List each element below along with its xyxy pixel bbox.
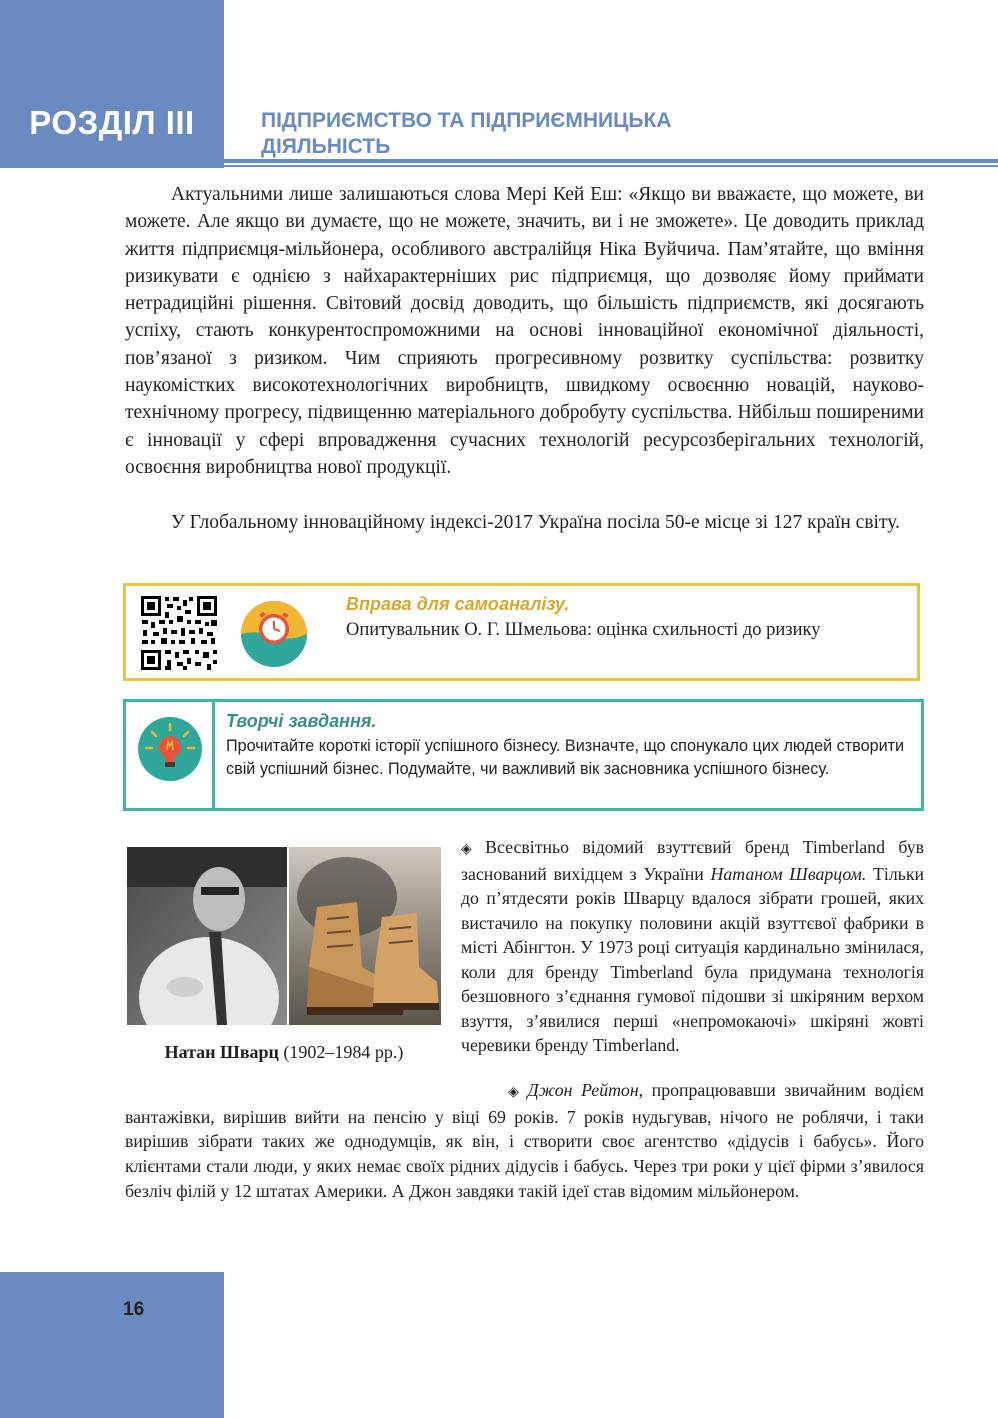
section-label: РОЗДІЛ ІІІ	[29, 104, 195, 141]
lightbulb-icon	[137, 716, 203, 782]
story-timberland	[461, 835, 924, 1058]
photo-caption-name: Натан Шварц	[164, 1042, 279, 1062]
chapter-title-line1: ПІДПРИЄМСТВО ТА ПІДПРИЄМНИЦЬКА	[261, 109, 672, 132]
story1-text-a: Всесвітньо відомий взуттєвий бренд Timberland був заснований вихідцем з України	[461, 837, 924, 884]
chapter-title	[261, 108, 781, 160]
creative-tasks-box	[123, 699, 924, 811]
clock-icon	[240, 600, 308, 668]
story1-name: Натаном Шварцом.	[710, 863, 867, 884]
footer-block	[0, 1272, 224, 1418]
creative-tasks-title: Творчі завдання.	[226, 711, 377, 731]
header-block	[0, 0, 224, 168]
self-analysis-text: Опитувальник О. Г. Шмельова: оцінка схильності до ризику	[346, 620, 821, 640]
creative-tasks-text: Прочитайте короткі історії успішного бізнесу. Визначте, що спонукало цих людей створити свій успішний бізнес. Подумайте, чи важливий вік засновника успішного бізнесу.	[226, 737, 905, 778]
story1-text-b: Тільки до п’ятдесяти років Шварцу вдалося зібрати грошей, яких вистачило на покупку половини акцій взуттєвої фабрики в місті Абінгтон. У 1973 році ситуація кардинально змінилася, коли для бренду Timberland була придумана технологія безшовного з’єднання гумової підошви зі шкіряним верхом взуття, з’явилися перші «непромокаючі» шкіряні жовті черевики бренду Timberland.	[461, 863, 924, 1055]
page-number: 16	[123, 1299, 145, 1320]
story2-text: , пропрацювавши звичайним водієм вантажівки, вирішив вийти на пенсію у віці 69 років. 7 років нудьгував, нічого не роблячи, і таки вирішив зібрати таких же однодумців, як він, і створити своє агентство «дідусів і бабусь». Його клієнтами стали люди, у яких немає своїх рідних дідусів і бабусь. Через три роки у цієї фірми з’явилося безліч філій у 12 штатах Америки. А Джон завдяки такій ідеї став відомим мільйонером.	[125, 1080, 924, 1201]
photo-image	[127, 847, 441, 1025]
chapter-title-line2: ДІЯЛЬНІСТЬ	[261, 135, 391, 158]
photo-caption	[127, 1042, 441, 1063]
self-analysis-box	[123, 583, 920, 681]
photo-nathan-schwartz-boots	[127, 847, 441, 1025]
photo-caption-years: (1902–1984 рр.)	[278, 1042, 404, 1062]
bullet-diamond-icon: ◈	[461, 841, 472, 857]
body-paragraph-1: Актуальними лише залишаються слова Мері Кей Еш: «Якщо ви вважаєте, що можете, ви можете. Але якщо ви думаєте, що не можете, значить, ви і не зможете». Це доводить приклад життя підприємця-мільйонера, особливого австралійця Ніка Вуйчича. Пам’ятайте, що вміння ризикувати є однією з найхарактерніших рис підприємця, що дозволяє йому приймати нетрадиційні рішення. Світовий досвід доводить, що більшість підприємств, які досягають успіху, стають конкурентоспроможними на основі інноваційної економічної діяльності, пов’язаної з ризиком. Чим сприяють прогресивному розвитку суспільства: розвитку наукомістких високотехнологічних виробництв, швидкому освоєнню новацій, науково-технічному прогресу, підвищенню матеріального добробуту суспільства. Нйбільш поширеними є інновації у сфері впровадження сучасних технологій ресурсозберігальних технологій, освоєння виробництва нової продукції.	[125, 184, 924, 478]
qr-code-icon[interactable]	[139, 594, 219, 672]
body-paragraph-2: У Глобальному інноваційному індексі-2017 Україна посіла 50-е місце зі 127 країн світу.	[171, 512, 900, 533]
self-analysis-title: Вправа для самоаналізу.	[346, 594, 570, 614]
story2-name: Джон Рейтон	[527, 1080, 639, 1100]
story-john-rayton	[125, 1078, 924, 1204]
header-rule	[224, 159, 998, 163]
bullet-diamond-icon: ◈	[508, 1084, 519, 1100]
creative-tasks-divider	[212, 702, 215, 808]
header-rule-thin	[224, 165, 998, 167]
